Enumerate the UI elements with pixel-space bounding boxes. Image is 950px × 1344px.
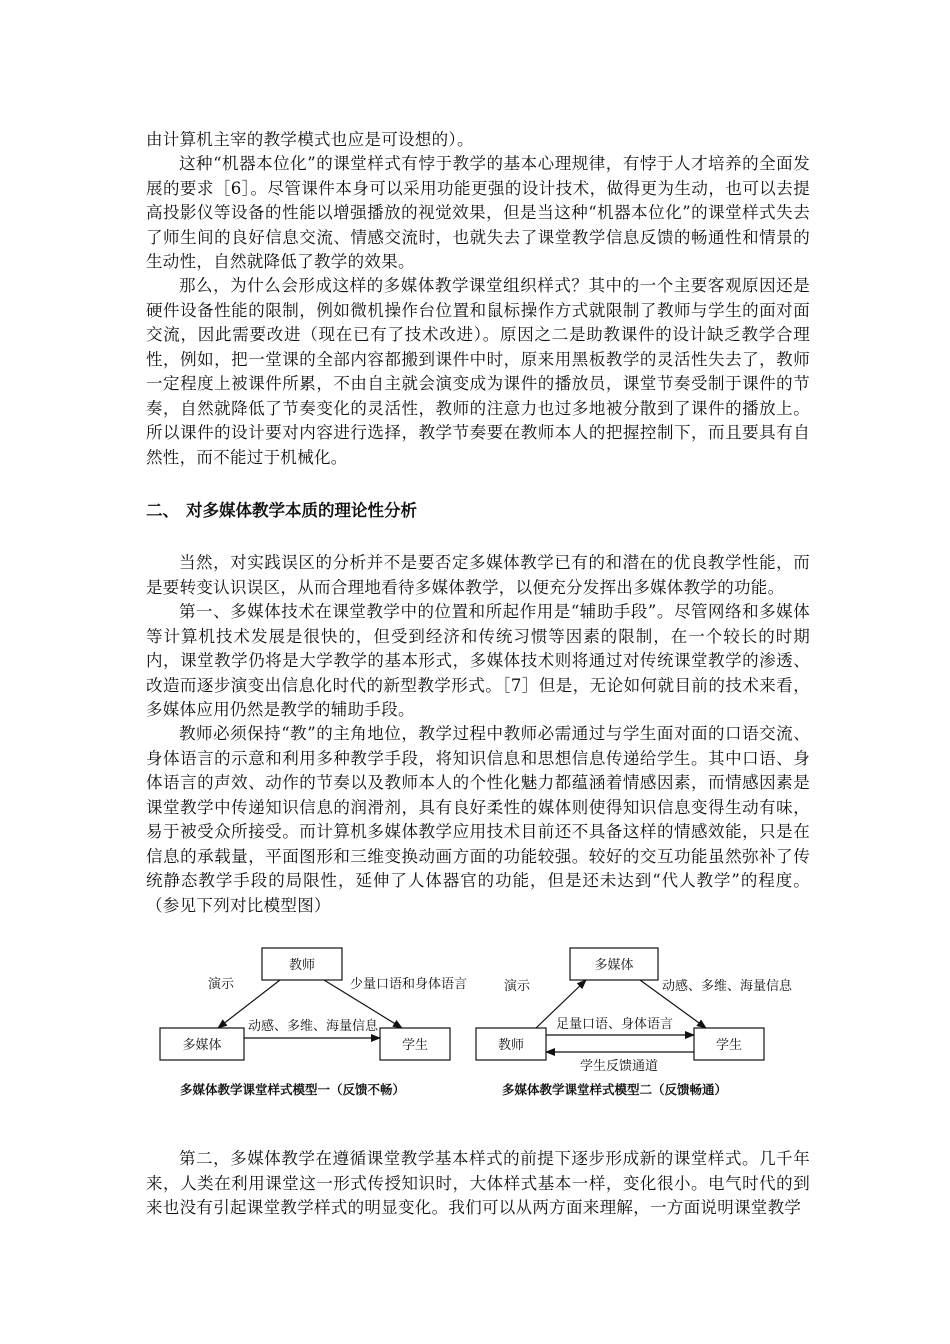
model2-label-info: 动感、多维、海量信息 bbox=[662, 979, 793, 994]
model2-student-label: 学生 bbox=[715, 1038, 743, 1053]
paragraph-point-two: 第二，多媒体教学在遵循课堂教学基本样式的前提下逐步形成新的课堂样式。几千年来，人类在利用课堂这一形式传授知识时，大体样式基本一样，变化很小。电气时代的到来也没有引起课堂教学样式的明显变化。我们可以从两方面来理解，一方面说明课堂教学 bbox=[146, 1149, 810, 1217]
section-title: 对多媒体教学本质的理论性分析 bbox=[186, 501, 417, 520]
model1-multimedia-label: 多媒体 bbox=[182, 1038, 222, 1053]
section-heading bbox=[146, 499, 417, 523]
paragraph-continuation: 由计算机主宰的教学模式也应是可设想的）。 bbox=[146, 130, 474, 149]
model1-teacher-label: 教师 bbox=[288, 958, 316, 973]
section-number: 二、 bbox=[146, 501, 179, 520]
model2-label-feedback: 学生反馈通道 bbox=[580, 1059, 659, 1074]
paragraph-mechanization: 这种“机器本位化”的课堂样式有悖于教学的基本心理规律，有悖于人才培养的全面发展的要求［6］。尽管课件本身可以采用功能更强的设计技术，做得更为生动，也可以去提高投影仪等设备的性能以增强播放的视觉效果，但是当这种“机器本位化”的课堂样式失去了师生间的良好信息交流、情感交流时，也就失去了课堂教学信息反馈的畅通性和情景的生动性，自然就降低了教学的效果。 bbox=[146, 154, 810, 271]
model-two bbox=[476, 948, 793, 1097]
model1-student-label: 学生 bbox=[401, 1038, 429, 1053]
model2-multimedia-label: 多媒体 bbox=[594, 958, 634, 973]
paragraph-point-one: 第一、多媒体技术在课堂教学中的位置和所起作用是“辅助手段”。尽管网络和多媒体等计算机技术发展是很快的，但受到经济和传统习惯等因素的限制，在一个较长的时期内，课堂教学仍将是大学教学的基本形式，多媒体技术则将通过对传统课堂教学的渗透、改造而逐步演变出信息化时代的新型教学形式。［7］但是，无论如何就目前的技术来看，多媒体应用仍然是教学的辅助手段。 bbox=[146, 602, 810, 719]
model2-label-demo: 演示 bbox=[504, 979, 531, 994]
model-one bbox=[160, 948, 467, 1097]
paragraph-causes: 那么，为什么会形成这样的多媒体教学课堂组织样式？其中的一个主要客观原因还是硬件设备性能的限制，例如微机操作台位置和鼠标操作方式就限制了教师与学生的面对面交流，因此需要改进（现在已有了技术改进）。原因之二是助教课件的设计缺乏教学合理性，例如，把一堂课的全部内容都搬到课件中时，原来用黑板教学的灵活性失去了，教师一定程度上被课件所累，不由自主就会演变成为课件的播放员，课堂节奏受制于课件的节奏，自然就降低了节奏变化的灵活性，教师的注意力也过多地被分散到了课件的播放上。所以课件的设计要对内容进行选择，教学节奏要在教师本人的把握控制下，而且要具有自然性，而不能过于机械化。 bbox=[146, 276, 810, 467]
model2-label-speech: 足量口语、身体语言 bbox=[556, 1017, 674, 1032]
model1-caption: 多媒体教学课堂样式模型一（反馈不畅） bbox=[180, 1082, 406, 1097]
model2-teacher-label: 教师 bbox=[497, 1038, 525, 1053]
paragraph-intro: 当然，对实践误区的分析并不是要否定多媒体教学已有的和潜在的优良教学性能，而是要转变认识误区，从而合理地看待多媒体教学，以便充分发挥出多媒体教学的功能。 bbox=[146, 553, 810, 597]
model1-label-info: 动感、多维、海量信息 bbox=[248, 1019, 379, 1034]
model2-caption: 多媒体教学课堂样式模型二（反馈畅通） bbox=[502, 1082, 728, 1097]
model1-label-speech: 少量口语和身体语言 bbox=[350, 977, 468, 992]
comparison-model-diagram bbox=[140, 936, 820, 1116]
model1-label-demo: 演示 bbox=[208, 977, 235, 992]
paragraph-teacher-role: 教师必须保持“教”的主角地位，教学过程中教师必需通过与学生面对面的口语交流、身体语言的示意和利用多种教学手段，将知识信息和思想信息传递给学生。其中口语、身体语言的声效、动作的节奏以及教师本人的个性化魅力都蕴涵着情感因素，而情感因素是课堂教学中传递知识信息的润滑剂，具有良好柔性的媒体则使得知识信息变得生动有味，易于被受众所接受。而计算机多媒体教学应用技术目前还不具备这样的情感效能，只是在信息的承载量，平面图形和三维变换动画方面的功能较强。较好的交互功能虽然弥补了传统静态教学手段的局限性，延伸了人体器官的功能，但是还未达到“代人教学”的程度。（参见下列对比模型图） bbox=[146, 724, 810, 915]
